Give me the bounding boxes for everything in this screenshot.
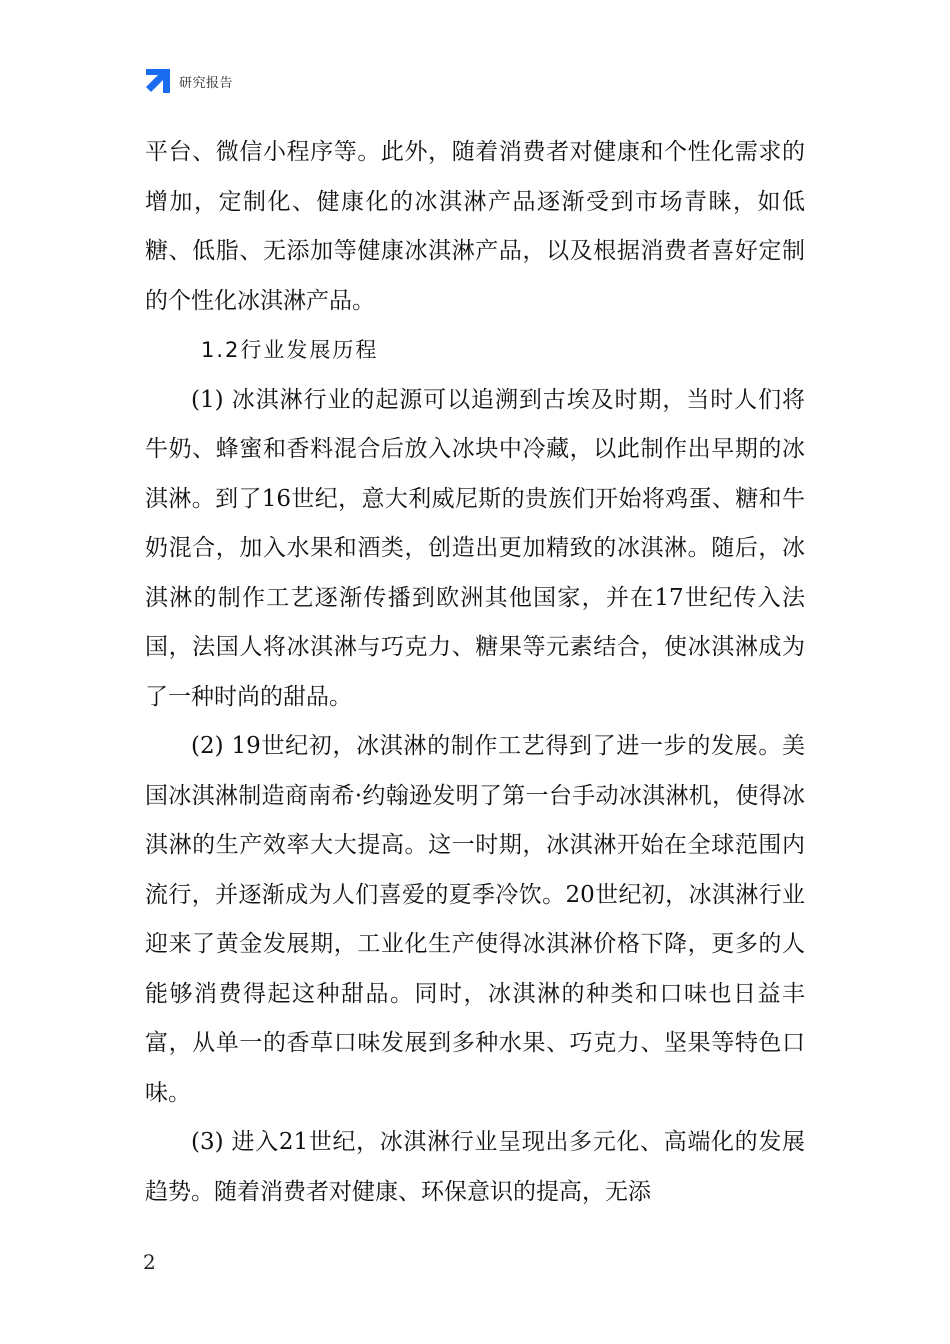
report-header [145,66,233,96]
paragraph-2: (2) 19世纪初，冰淇淋的制作工艺得到了进一步的发展。美国冰淇淋制造商南希·约翰逊发明了第一台手动冰淇淋机，使得冰淇淋的生产效率大大提高。这一时期，冰淇淋开始在全球范围内流行，并逐渐成为人们喜爱的夏季冷饮。20世纪初，冰淇淋行业迎来了黄金发展期，工业化生产使得冰淇淋价格下降，更多的人能够消费得起这种甜品。同时，冰淇淋的种类和口味也日益丰富，从单一的香草口味发展到多种水果、巧克力、坚果等特色口味。 [145,733,805,1106]
section-heading: 1.2行业发展历程 [201,338,379,362]
header-label: 研究报告 [179,75,234,91]
paragraph-3: (3) 进入21世纪，冰淇淋行业呈现出多元化、高端化的发展趋势。随着消费者对健康、环保意识的提高，无添 [145,1129,805,1205]
document-body [145,128,805,1217]
paragraph-1: (1) 冰淇淋行业的起源可以追溯到古埃及时期，当时人们将牛奶、蜂蜜和香料混合后放入冰块中冷藏，以此制作出早期的冰淇淋。到了16世纪，意大利威尼斯的贵族们开始将鸡蛋、糖和牛奶混合，加入水果和酒类，创造出更加精致的冰淇淋。随后，冰淇淋的制作工艺逐渐传播到欧洲其他国家，并在17世纪传入法国，法国人将冰淇淋与巧克力、糖果等元素结合，使冰淇淋成为了一种时尚的甜品。 [145,386,805,710]
paragraph-continuation: 平台、微信小程序等。此外，随着消费者对健康和个性化需求的增加，定制化、健康化的冰淇淋产品逐渐受到市场青睐，如低糖、低脂、无添加等健康冰淇淋产品，以及根据消费者喜好定制的个性化冰淇淋产品。 [145,139,805,314]
arrow-up-right-logo-icon [145,68,171,94]
page-number: 2 [143,1250,156,1274]
